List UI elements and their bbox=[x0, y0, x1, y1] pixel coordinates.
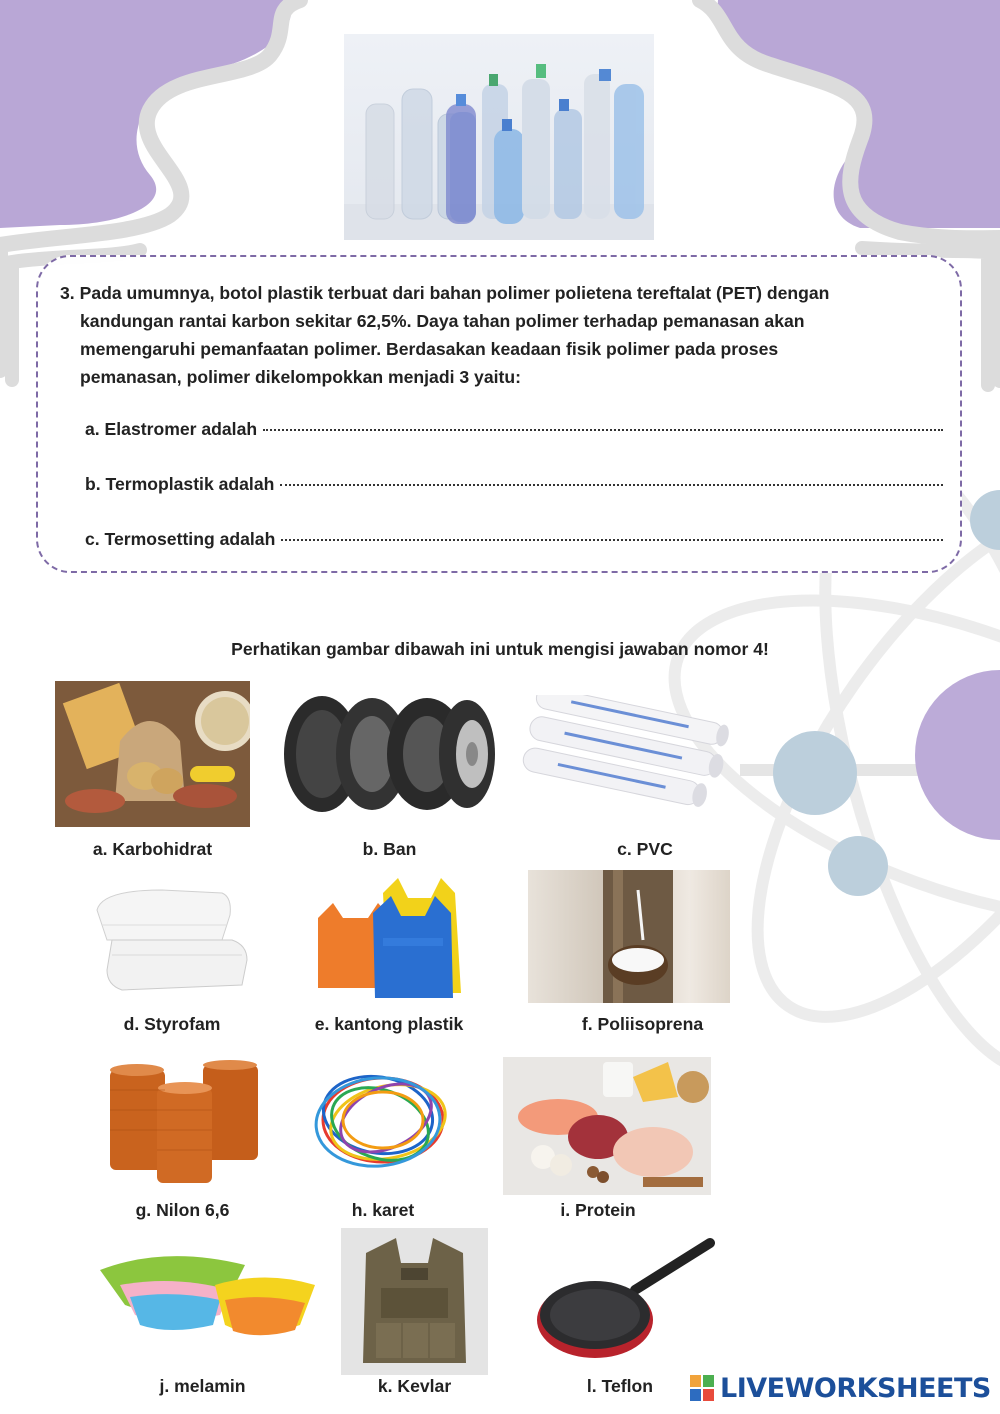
caption-ban: b. Ban bbox=[362, 839, 417, 859]
answer-row-elastromer bbox=[85, 419, 943, 440]
caption-teflon: l. Teflon bbox=[586, 1376, 654, 1396]
nylon-spools-photo bbox=[105, 1060, 260, 1185]
question-text bbox=[60, 279, 940, 391]
caption-nilon: g. Nilon 6,6 bbox=[135, 1200, 230, 1220]
kevlar-vest-photo bbox=[341, 1228, 488, 1375]
caption-kevlar: k. Kevlar bbox=[377, 1376, 452, 1396]
caption-melamin: j. melamin bbox=[159, 1376, 246, 1396]
protein-food-photo bbox=[503, 1057, 711, 1195]
answer-input-termoplastik[interactable] bbox=[280, 482, 943, 486]
question-line-1: Pada umumnya, botol plastik terbuat dari bahan polimer polietena tereftalat (PET) dengan bbox=[79, 283, 830, 303]
answer-row-termosetting bbox=[85, 529, 943, 550]
answer-label-termoplastik: b. Termoplastik adalah bbox=[85, 474, 275, 494]
answer-label-elastromer: a. Elastromer adalah bbox=[85, 419, 258, 439]
melamine-bowls-photo bbox=[95, 1245, 320, 1340]
caption-styrofam: d. Styrofam bbox=[123, 1014, 221, 1034]
teflon-pan-photo bbox=[535, 1235, 715, 1365]
pvc-pipes-photo bbox=[522, 695, 732, 810]
liveworksheets-logo[interactable] bbox=[690, 1372, 991, 1404]
caption-pvc: c. PVC bbox=[617, 839, 673, 859]
caption-poliisoprena: f. Poliisoprena bbox=[581, 1014, 704, 1034]
rubber-tree-latex-photo bbox=[528, 870, 730, 1003]
caption-protein: i. Protein bbox=[560, 1200, 636, 1220]
caption-karbohidrat: a. Karbohidrat bbox=[92, 839, 213, 859]
answer-input-termosetting[interactable] bbox=[281, 537, 943, 541]
instruction-text: Perhatikan gambar dibawah ini untuk mengisi jawaban nomor 4! bbox=[231, 639, 769, 659]
question-line-3: memengaruhi pemanfaatan polimer. Berdasakan keadaan fisik polimer pada proses bbox=[80, 339, 779, 359]
answer-input-elastromer[interactable] bbox=[263, 427, 943, 431]
caption-kantong-plastik: e. kantong plastik bbox=[314, 1014, 464, 1034]
plastic-bottles-photo bbox=[344, 34, 654, 240]
caption-karet: h. karet bbox=[351, 1200, 415, 1220]
question-line-2: kandungan rantai karbon sekitar 62,5%. Daya tahan polimer terhadap pemanasan akan bbox=[80, 311, 805, 331]
rubber-bands-photo bbox=[308, 1060, 458, 1180]
tires-photo bbox=[282, 694, 497, 814]
liveworksheets-logo-icon bbox=[690, 1375, 714, 1401]
plastic-bags-photo bbox=[313, 878, 468, 1003]
answer-label-termosetting: c. Termosetting adalah bbox=[85, 529, 276, 549]
question-line-4: pemanasan, polimer dikelompokkan menjadi 3 yaitu: bbox=[80, 367, 521, 387]
styrofoam-box-photo bbox=[82, 885, 257, 995]
answer-row-termoplastik bbox=[85, 474, 943, 495]
liveworksheets-wordmark: LIVEWORKSHEETS bbox=[720, 1372, 991, 1404]
food-carbohydrate-photo bbox=[55, 681, 250, 827]
question-number: 3. bbox=[60, 283, 75, 303]
